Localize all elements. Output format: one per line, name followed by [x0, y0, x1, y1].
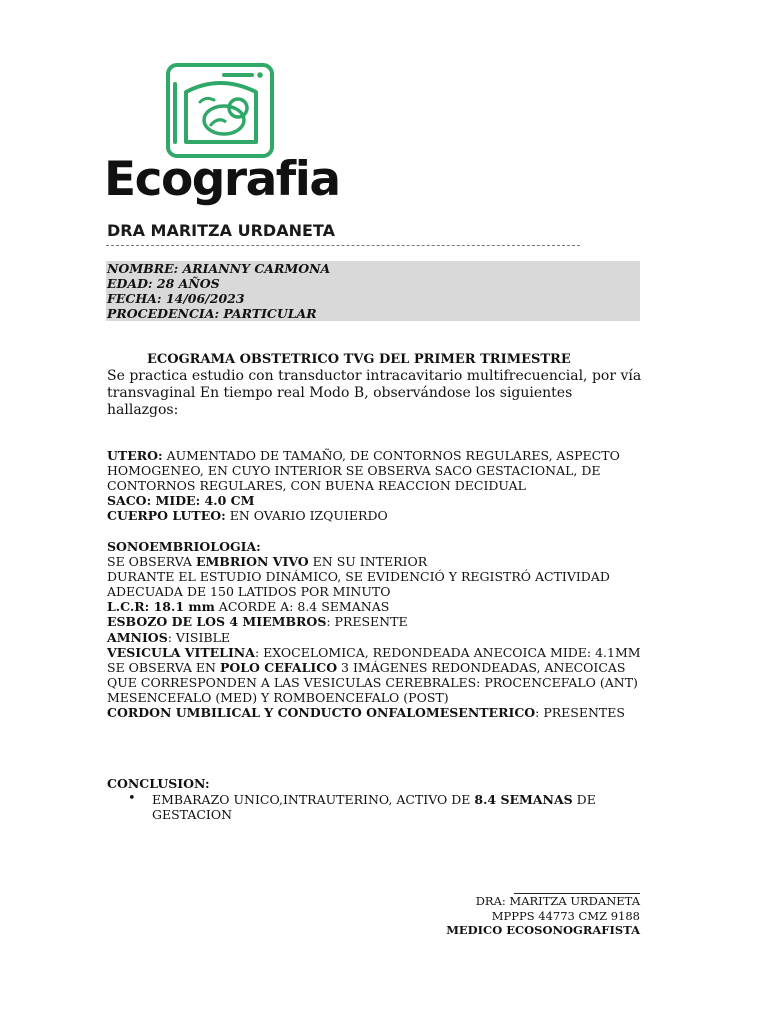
- esbozo-text: : PRESENTE: [326, 614, 408, 630]
- esbozo-line: [107, 614, 647, 629]
- luteo-label: CUERPO LUTEO:: [107, 508, 226, 524]
- polo-paragraph: [107, 660, 647, 705]
- patient-origin: PROCEDENCIA: PARTICULAR: [107, 306, 317, 321]
- patient-name: NOMBRE: ARIANNY CARMONA: [107, 261, 331, 276]
- signature-role: [446, 923, 640, 938]
- lcr-text: ACORDE A: 8.4 SEMANAS: [214, 599, 390, 615]
- brand-title: Ecografia: [104, 152, 340, 207]
- amnios-line: [107, 630, 647, 645]
- estudio-paragraph: DURANTE EL ESTUDIO DINÁMICO, SE EVIDENCIÓ Y REGISTRÓ ACTIVIDAD ADECUADA DE 150 LATIDOS POR MINUTO: [107, 569, 610, 600]
- embrion-line: [107, 554, 647, 569]
- lcr-label: L.C.R:: [107, 599, 154, 615]
- embrion-suffix: EN SU INTERIOR: [308, 554, 428, 570]
- patient-info-block: [106, 261, 640, 321]
- amnios-label: AMNIOS: [107, 629, 168, 645]
- amnios-text: : VISIBLE: [167, 629, 230, 645]
- sonoembriologia-section: [107, 539, 647, 720]
- vesicula-label: VESICULA VITELINA: [107, 644, 255, 660]
- polo-text: 3 IMÁGENES REDONDEADAS, ANECOICAS QUE CORRESPONDEN A LAS VESICULAS CEREBRALES: PROCENCEFALO (ANT) MESENCEFALO (MED) Y ROMBOENCEFALO (POST): [107, 659, 638, 705]
- vesicula-paragraph: [107, 645, 647, 660]
- cordon-text: : PRESENTES: [535, 705, 625, 721]
- lcr-line: [107, 599, 647, 614]
- embrion-vivo: EMBRION VIVO: [195, 554, 309, 570]
- patient-age: EDAD: 28 AÑOS: [107, 276, 220, 291]
- conclusion-suffix: DE GESTACION: [152, 792, 596, 822]
- conclusion-weeks: 8.4 SEMANAS: [474, 792, 573, 807]
- doctor-name-header: DRA MARITZA URDANETA: [107, 221, 335, 240]
- polo-label: POLO CEFALICO: [219, 659, 338, 675]
- conclusion-heading: CONCLUSION:: [107, 776, 210, 791]
- utero-text: AUMENTADO DE TAMAÑO, DE CONTORNOS REGULARES, ASPECTO HOMOGENEO, EN CUYO INTERIOR SE OBSERVA SACO GESTACIONAL, DE CONTORNOS REGULARES, CON BUENA REACCION DECIDUAL: [107, 448, 620, 494]
- sono-heading: [107, 539, 647, 554]
- utero-paragraph: [107, 448, 647, 493]
- ultrasound-logo-icon: [164, 62, 276, 160]
- sono-label: SONOEMBRIOLOGIA:: [107, 539, 261, 554]
- luteo-text: EN OVARIO IZQUIERDO: [225, 508, 388, 524]
- study-title: ECOGRAMA OBSTETRICO TVG DEL PRIMER TRIMESTRE: [147, 352, 571, 367]
- signature-block: [446, 894, 640, 938]
- vesicula-text: : EXOCELOMICA, REDONDEADA ANECOICA MIDE: 4.1MM: [254, 644, 641, 660]
- signature-registry: MPPPS 44773 CMZ 9188: [491, 908, 640, 923]
- conclusion-item: [152, 792, 632, 822]
- bullet-icon: •: [128, 791, 136, 806]
- lcr-value: 18.1 mm: [153, 599, 215, 615]
- conclusion-prefix: EMBARAZO UNICO,INTRAUTERINO, ACTIVO DE: [152, 792, 475, 807]
- utero-section: [107, 448, 647, 523]
- study-date: FECHA: 14/06/2023: [107, 291, 245, 306]
- dashed-separator: [106, 245, 580, 246]
- saco-text: SACO: MIDE: 4.0 CM: [107, 493, 255, 509]
- polo-prefix: SE OBSERVA EN: [107, 659, 220, 675]
- cordon-line: [107, 705, 647, 720]
- cordon-label: CORDON UMBILICAL Y CONDUCTO ONFALOMESENTERICO: [107, 705, 536, 721]
- esbozo-label: ESBOZO DE LOS 4 MIEMBROS: [107, 614, 327, 630]
- signature-role-text: MEDICO ECOSONOGRAFISTA: [446, 923, 640, 937]
- signature-name: DRA: MARITZA URDANETA: [475, 894, 640, 908]
- intro-paragraph: Se practica estudio con transductor intracavitario multifrecuencial, por vía transvaginal En tiempo real Modo B, observándose los siguientes hallazgos:: [107, 368, 642, 418]
- utero-label: UTERO:: [107, 448, 163, 463]
- embrion-prefix: SE OBSERVA: [107, 554, 196, 570]
- saco-line: [107, 493, 647, 508]
- luteo-line: [107, 508, 647, 523]
